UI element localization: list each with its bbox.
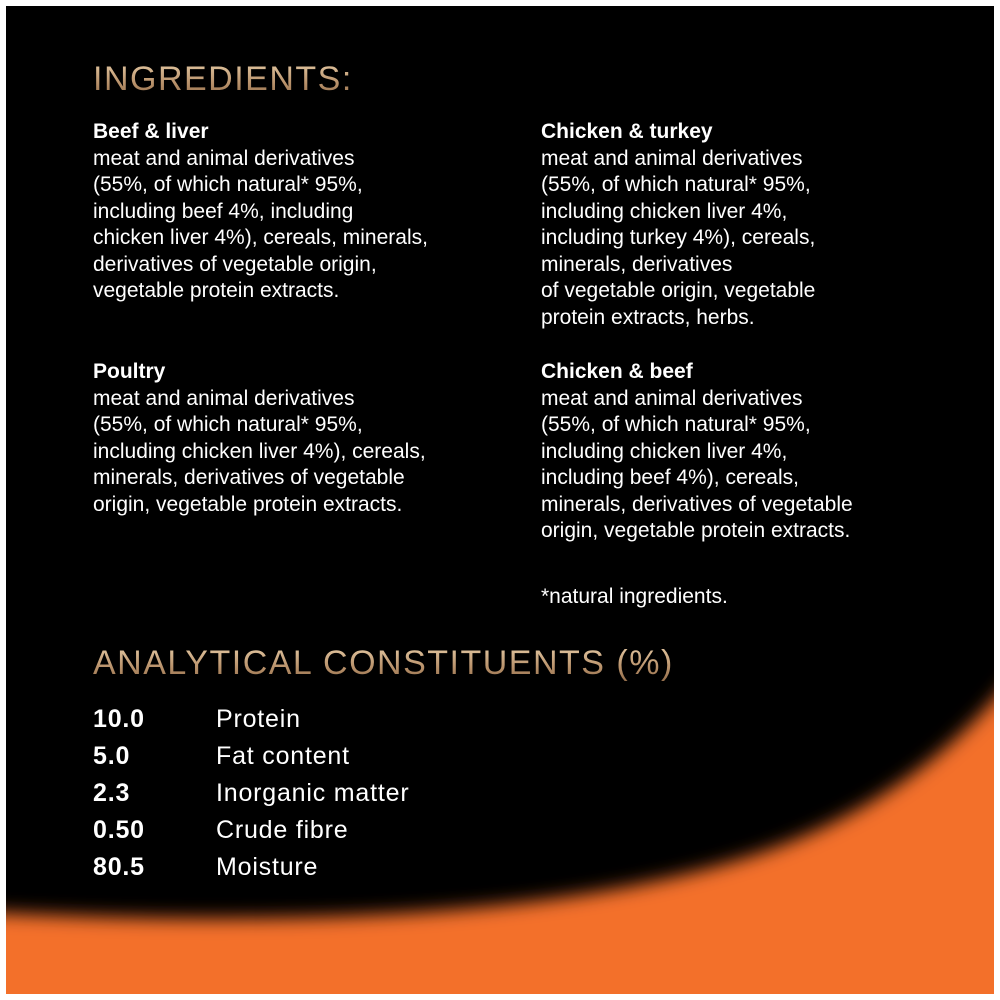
ingredient-line: of vegetable origin, vegetable	[541, 279, 816, 302]
ingredient-line: (55%, of which natural* 95%,	[93, 413, 363, 436]
constituent-value: 2.3	[93, 779, 131, 807]
ingredient-line: (55%, of which natural* 95%,	[541, 413, 811, 436]
ingredient-line: minerals, derivatives	[541, 252, 733, 276]
ingredient-line: protein extracts, herbs.	[541, 305, 755, 329]
constituent-label: Protein	[216, 705, 301, 733]
ingredient-line: meat and animal derivatives	[93, 146, 355, 170]
natural-ingredients-footnote: *natural ingredients.	[541, 585, 728, 608]
constituent-row	[93, 849, 409, 886]
ingredient-line: minerals, derivatives of vegetable	[541, 492, 853, 516]
constituent-value: 5.0	[93, 742, 131, 770]
constituent-value: 0.50	[93, 816, 145, 844]
constituent-row	[93, 738, 409, 775]
constituent-label: Inorganic matter	[216, 779, 410, 807]
constituent-row	[93, 701, 409, 738]
constituent-label: Fat content	[216, 742, 350, 770]
ingredient-line: derivatives of vegetable origin,	[93, 252, 377, 276]
ingredient-line: including chicken liver 4%), cereals,	[93, 439, 426, 463]
ingredient-line: (55%, of which natural* 95%,	[541, 173, 811, 196]
ingredient-line: vegetable protein extracts.	[93, 279, 340, 302]
ingredient-line: minerals, derivatives of vegetable	[93, 466, 405, 489]
ingredient-line: including beef 4%, including	[93, 199, 354, 223]
constituent-value: 80.5	[93, 853, 145, 881]
ingredient-title: Chicken & turkey	[541, 120, 713, 143]
ingredient-block-chicken-turkey	[541, 119, 931, 331]
ingredient-title: Poultry	[93, 360, 166, 383]
ingredient-line: including turkey 4%), cereals,	[541, 226, 816, 249]
ingredient-title: Beef & liver	[93, 120, 209, 143]
constituent-row	[93, 812, 409, 849]
ingredient-block-poultry	[93, 359, 483, 518]
constituent-value: 10.0	[93, 705, 145, 733]
ingredient-line: chicken liver 4%), cereals, minerals,	[93, 226, 428, 249]
ingredient-line: meat and animal derivatives	[93, 386, 355, 410]
ingredient-line: origin, vegetable protein extracts.	[541, 519, 851, 542]
constituent-label: Crude fibre	[216, 816, 349, 844]
ingredient-line: meat and animal derivatives	[541, 386, 803, 410]
analytical-constituents-list	[93, 701, 409, 886]
ingredient-block-chicken-beef	[541, 359, 931, 545]
constituent-row	[93, 775, 409, 812]
ingredient-line: including chicken liver 4%,	[541, 199, 788, 223]
ingredient-line: (55%, of which natural* 95%,	[93, 173, 363, 196]
ingredient-line: including chicken liver 4%,	[541, 439, 788, 463]
analytical-constituents-heading: ANALYTICAL CONSTITUENTS (%)	[93, 644, 674, 682]
ingredient-title: Chicken & beef	[541, 360, 693, 383]
ingredient-line: including beef 4%), cereals,	[541, 466, 799, 489]
constituent-label: Moisture	[216, 853, 319, 881]
product-info-panel	[6, 6, 994, 994]
ingredients-heading: INGREDIENTS:	[93, 60, 353, 98]
ingredient-line: meat and animal derivatives	[541, 146, 803, 170]
ingredient-block-beef-liver	[93, 119, 483, 305]
ingredient-line: origin, vegetable protein extracts.	[93, 492, 403, 516]
